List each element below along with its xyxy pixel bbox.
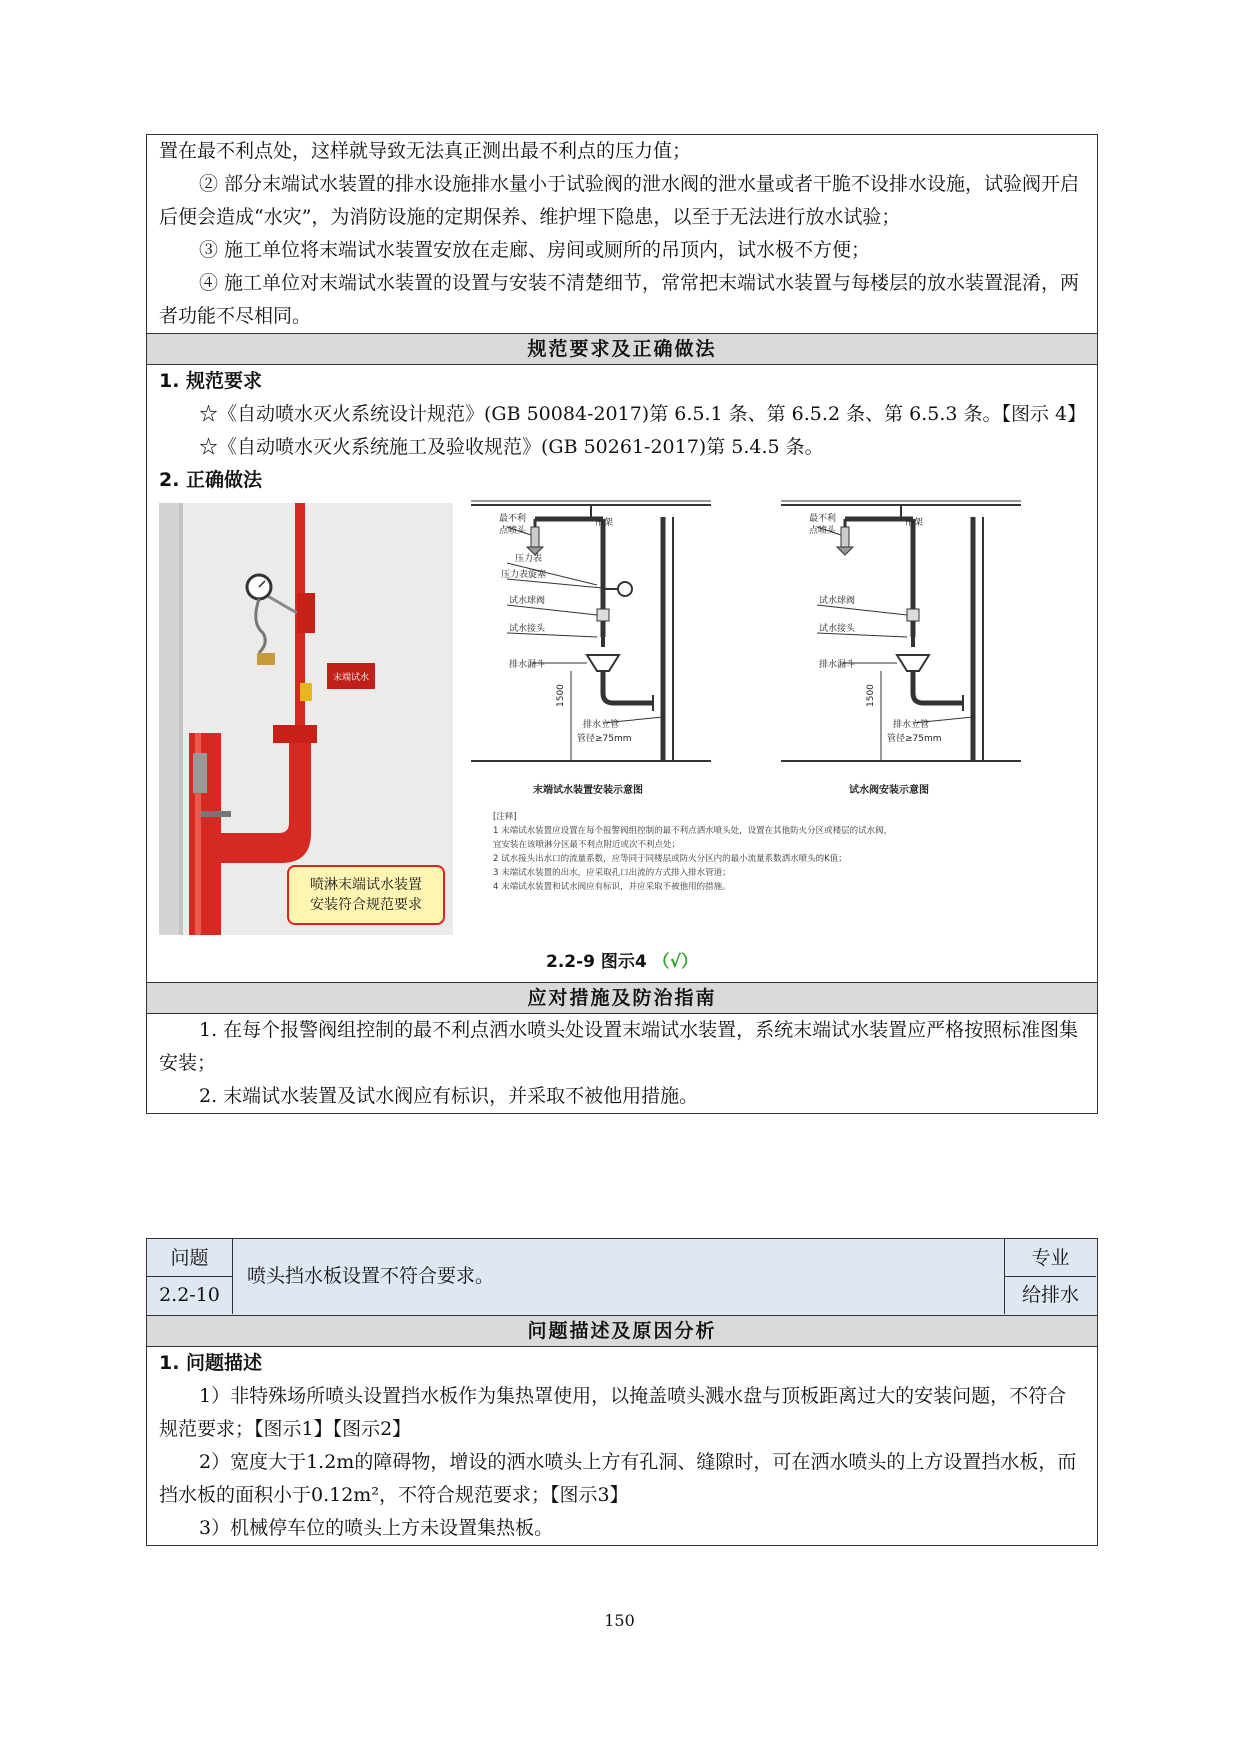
issue-header bbox=[147, 1239, 1097, 1315]
desc-item-3: 3）机械停车位的喷头上方未设置集热板。 bbox=[199, 1517, 554, 1539]
norm-item-2: ☆《自动喷水灭火系统施工及验收规范》(GB 50261-2017)第 5.4.5 条。 bbox=[199, 436, 824, 458]
major-value: 给排水 bbox=[1021, 1284, 1079, 1306]
issue-title: 喷头挡水板设置不符合要求。 bbox=[247, 1265, 495, 1287]
dr-label-2: 吊架 bbox=[905, 518, 924, 528]
installation-diagram bbox=[463, 497, 1083, 942]
table-block-2 bbox=[146, 1238, 1098, 1546]
note-1: 宜安装在该喷淋分区最不利点附近或次不利点处； bbox=[493, 840, 681, 850]
dr-label-1: 点喷头 bbox=[809, 526, 837, 536]
issue-no-cell bbox=[147, 1277, 233, 1314]
dl-label-3: 压力表 bbox=[515, 554, 543, 564]
desc-item-2: 2）宽度大于1.2m的障碍物，增设的洒水喷头上方有孔洞、缝隙时，可在洒水喷头的上方设置挡水板，而挡水板的面积小于0.12m²，不符合规范要求；【图示3】 bbox=[159, 1451, 1077, 1506]
photo-installation bbox=[159, 503, 453, 935]
dl-label-5: 试水球阀 bbox=[509, 596, 546, 606]
dr-label-7: 排水立管 bbox=[893, 720, 930, 730]
norm-heading: 1. 规范要求 bbox=[159, 370, 263, 392]
dl-label-8: 1500 bbox=[556, 684, 566, 707]
issue-title-cell bbox=[233, 1239, 1005, 1314]
section-header-desc: 问题描述及原因分析 bbox=[147, 1315, 1097, 1346]
measures-block bbox=[147, 1013, 1097, 1113]
photo-caption-line2: 安装符合规范要求 bbox=[310, 897, 422, 913]
issue-number: 2.2-10 bbox=[159, 1284, 220, 1306]
major-label: 专业 bbox=[1031, 1247, 1070, 1269]
norm-item-1: ☆《自动喷水灭火系统设计规范》(GB 50084-2017)第 6.5.1 条、第 6.5.2 条、第 6.5.3 条。【图示 4】 bbox=[199, 403, 1087, 425]
section-header-norms: 规范要求及正确做法 bbox=[147, 333, 1097, 364]
diagram-left-title: 末端试水装置安装示意图 bbox=[533, 785, 643, 796]
dl-label-0: 最不利 bbox=[499, 514, 527, 524]
page-number: 150 bbox=[604, 1611, 635, 1630]
cause-item-4: ④ 施工单位对末端试水装置的设置与安装不清楚细节，常常把末端试水装置与每楼层的放水装置混淆，两者功能不尽相同。 bbox=[159, 272, 1080, 327]
note-0: 1 末端试水装置应设置在每个报警阀组控制的最不利点洒水喷头处，设置在其他防火分区或楼层的试水阀， bbox=[493, 826, 893, 836]
intro-line: 置在最不利点处，这样就导致无法真正测出最不利点的压力值； bbox=[159, 140, 692, 162]
dr-label-3: 试水球阀 bbox=[819, 596, 856, 606]
dl-label-9: 排水立管 bbox=[583, 720, 620, 730]
cause-item-3: ③ 施工单位将末端试水装置安放在走廊、房间或厕所的吊顶内，试水极不方便； bbox=[199, 239, 871, 261]
note-4: 4 末端试水装置和试水阀应有标识，并应采取不被他用的措施。 bbox=[493, 882, 731, 892]
diagram-notes bbox=[493, 811, 892, 892]
cause-text-block bbox=[147, 135, 1097, 333]
measure-item-1: 1. 在每个报警阀组控制的最不利点洒水喷头处设置末端试水装置，系统末端试水装置应严格按照标准图集安装； bbox=[159, 1019, 1079, 1074]
norms-block bbox=[147, 364, 1097, 982]
note-2: 2 试水接头出水口的流量系数，应等同于同楼层或防火分区内的最小流量系数洒水喷头的K值； bbox=[493, 854, 847, 864]
cause-item-2: ② 部分末端试水装置的排水设施排水量小于试验阀的泄水阀的泄水量或者干脆不设排水设施，试验阀开启后便会造成“水灾”，为消防设施的定期保养、维护埋下隐患，以至于无法进行放水试验； bbox=[159, 173, 1080, 228]
photo-caption-box bbox=[287, 865, 445, 925]
dr-label-6: 1500 bbox=[866, 684, 876, 707]
dl-label-1: 点喷头 bbox=[499, 526, 527, 536]
diagram-left-labels bbox=[499, 512, 632, 744]
figure-caption-text: 2.2-9 图示4 bbox=[545, 952, 647, 972]
note-3: 3 末端试水装置的出水，应采取孔口出流的方式排入排水管道； bbox=[493, 868, 731, 878]
photo-caption-line1: 喷淋末端试水装置 bbox=[310, 877, 422, 893]
desc-block bbox=[147, 1346, 1097, 1545]
measure-item-2: 2. 末端试水装置及试水阀应有标识，并采取不被他用措施。 bbox=[199, 1085, 699, 1107]
issue-label: 问题 bbox=[170, 1247, 209, 1269]
diagram-right-labels bbox=[809, 512, 942, 744]
issue-label-cell bbox=[147, 1239, 233, 1277]
diagram-right-title: 试水阀安装示意图 bbox=[849, 785, 929, 796]
dl-label-2: 吊架 bbox=[595, 518, 614, 528]
section-header-measures: 应对措施及防治指南 bbox=[147, 982, 1097, 1013]
dl-label-7: 排水漏斗 bbox=[509, 660, 546, 670]
major-value-cell bbox=[1005, 1277, 1096, 1314]
photo-tag: 末端试水 bbox=[332, 673, 370, 683]
dl-label-6: 试水接头 bbox=[509, 624, 546, 634]
dr-label-8: 管径≥75mm bbox=[887, 734, 942, 744]
notes-title: [注释] bbox=[493, 812, 517, 822]
table-block-1 bbox=[146, 134, 1098, 1114]
figure-area bbox=[147, 497, 1097, 982]
figure-caption bbox=[147, 947, 1097, 972]
major-label-cell bbox=[1005, 1239, 1096, 1277]
check-mark: （√） bbox=[652, 952, 698, 972]
dl-label-4: 压力表旋塞 bbox=[501, 570, 547, 580]
desc-heading: 1. 问题描述 bbox=[159, 1352, 263, 1374]
dr-label-4: 试水接头 bbox=[819, 624, 856, 634]
practice-heading: 2. 正确做法 bbox=[159, 469, 263, 491]
dr-label-5: 排水漏斗 bbox=[819, 660, 856, 670]
desc-item-1: 1）非特殊场所喷头设置挡水板作为集热罩使用，以掩盖喷头溅水盘与顶板距离过大的安装问题，不符合规范要求；【图示1】【图示2】 bbox=[159, 1385, 1067, 1440]
dl-label-10: 管径≥75mm bbox=[577, 734, 632, 744]
dr-label-0: 最不利 bbox=[809, 514, 837, 524]
